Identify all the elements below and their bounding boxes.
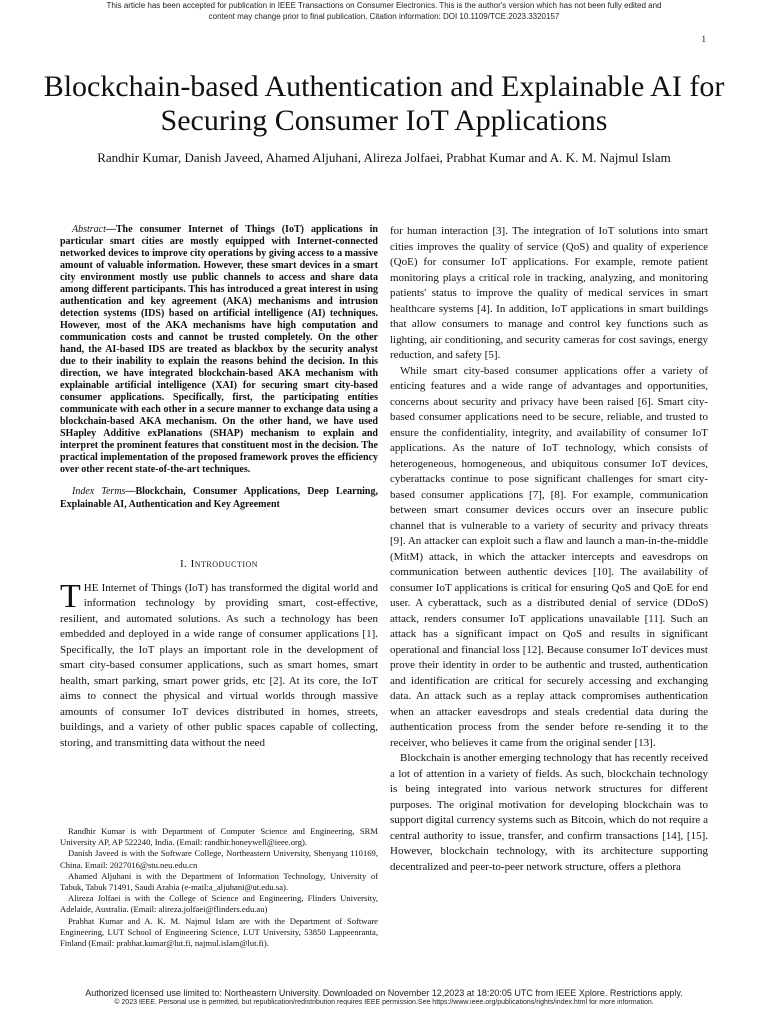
publication-banner — [0, 0, 768, 22]
body-paragraph: for human interaction [3]. The integration of IoT solutions into smart cities improves the quality of service (QoS) and quality of experience (QoE) for consumer IoT applications. For example, remote patient monitoring plays a critical role in tracking, analyzing, and monitoring patients' status to improve the quality of medical services in smart healthcare systems [4]. In addition, IoT applications in smart buildings that allow consumers to manage and control key functions such as lighting, air conditioning, and security cameras for cost savings, energy reduction, and safety [5]. — [390, 225, 708, 361]
footnote: Prabhat Kumar and A. K. M. Najmul Islam are with the Department of Software Engineering, LUT School of Engineering Science, LUT University, 53850 Lappeenranta, Finland (Email: prabhat.kumar@lut.fi, najmul.islam@lut.fi). — [60, 915, 378, 949]
abstract-text: —The consumer Internet of Things (IoT) applications in particular smart cities are mostly equipped with Internet-connected networked devices to improve city operations by giving access to a massive amount of valuable information. However, these smart devices in a smart city environment mostly use public channels to access and share data among different participants. This has introduced a great interest in using authentication and key agreement (AKA) mechanisms and intrusion detection systems (IDS) based on artificial intelligence (AI) techniques. However, most of the AKA mechanisms have high computation and communication costs and cannot be trusted completely. On the other hand, the AI-based IDS are treated as blackbox by the security analyst due to their inability to explain the reasons behind the decision. In this direction, we have integrated blockchain-based AKA mechanism with explainable artificial intelligence (XAI) for securing smart city-based consumer applications. Specifically, first, the participating entities communicate with each other in a secure manner to exchange data using a blockchain-based AKA mechanism. On the other hand, we have used SHapley Additive exPlanations (SHAP) mechanism to explain and interpret the prominent features that constituent most in the decision. The practical implementation of the proposed framework proves the efficiency over other recent state-of-the-art techniques. — [60, 224, 378, 475]
author-list: Randhir Kumar, Danish Javeed, Ahamed Aljuhani, Alireza Jolfaei, Prabhat Kumar and A. K. M. Najmul Islam — [97, 150, 671, 165]
author-footnotes — [60, 826, 378, 949]
left-column — [60, 224, 378, 751]
abstract-label: Abstract — [72, 224, 106, 235]
index-terms — [60, 486, 378, 511]
drop-cap: T — [60, 577, 81, 615]
body-paragraph: Blockchain is another emerging technology that has recently received a lot of attention in a variety of fields. As such, blockchain technology is being integrated into various network structures for different purposes. The original motivation for developing blockchain was to support digital currency systems such as Bitcoin, which do not require a central authority to issue, transfer, and confirm transactions [14], [15]. However, blockchain technology, with its architecture supporting decentralized and peer-to-peer network structure, offers a plethora — [390, 752, 708, 873]
license-footer: Authorized licensed use limited to: Northeastern University. Downloaded on November 12,2023 at 18:20:05 UTC from IEEE Xplore. Restrictions apply. — [85, 988, 683, 998]
footnote: Alireza Jolfaei is with the College of Science and Engineering, Flinders University, Adelaide, Australia. (Email: alireza.jolfaei@flinders.edu.au) — [60, 893, 378, 915]
section-heading-introduction: I. Introduction — [179, 558, 259, 570]
footnote: Randhir Kumar is with Department of Computer Science and Engineering, SRM University AP, AP 522240, India. (Email: randhir.honeywell@ieee.org). — [60, 826, 378, 848]
introduction-paragraph — [60, 577, 378, 752]
paper-title: Blockchain-based Authentication and Explainable AI for Securing Consumer IoT Applications — [43, 70, 725, 137]
index-terms-text: —Blockchain, Consumer Applications, Deep Learning, Explainable AI, Authentication and Key Agreement — [60, 486, 378, 510]
banner-line-1: This article has been accepted for publication in IEEE Transactions on Consumer Electronics. This is the author's version which has not been fully edited and — [106, 1, 662, 10]
copyright-footer: © 2023 IEEE. Personal use is permitted, but republication/redistribution requires IEEE permission.See https://www.ieee.org/publications/rights/index.html for more information. — [114, 999, 654, 1006]
body-paragraph: While smart city-based consumer applications offer a variety of enticing features and a wide range of advantages and opportunities, concerns about security and privacy have been raised [6]. Smart city-based consumer applications need to be secure, reliable, and trusted to ensure the confidentiality, integrity, and availability of consumer IoT applications. As the nature of IoT technology, which consists of heterogeneous, homogeneous, and ubiquitous consumer IoT devices, cyberattacks continue to pose significant challenges for smart city-based consumer applications [7], [8]. For example, communication between smart consumer devices occurs over an insecure public channel that is vulnerable to a variety of security and privacy threats [9]. An attacker can exploit such a flaw and launch a man-in-the-middle (MitM) attack, in which the attacker intercepts and eavesdrops on communication between authentic devices [10]. The availability of consumer IoT applications is critical for ensuring QoS and QoE for end user. A cyberattack, such as a distributed denial of service (DDoS) attack, renders consumer IoT applications unavailable [11]. Such an attack has a significant impact on QoS and results in significant operational and financial loss [12]. Because consumer IoT devices must prove their identity in order to be authentic and trusted, authentication and identification are critical for securely accessing and exchanging data. An attack such as a replay attack compromises authentication when an attacker eavesdrops and steals credential data during the authentication process from the sender before re-sending it to the receiver, who believes it came from the original sender [13]. — [390, 364, 708, 749]
page-number: 1 — [701, 34, 706, 44]
introduction-text: HE Internet of Things (IoT) has transformed the digital world and information technology by providing smart, cost-effective, resilient, and automated solutions. As such a technology has been embedded and deployed in a wide range of consumer applications [1]. Specifically, the IoT plays an important role in the development of smart city-based consumer applications, such as smart homes, smart health, smart parking, smart power grids, etc [2]. At its core, the IoT aims to connect the physical and virtual worlds through massive amounts of consumer IoT devices distributed in homes, streets, buildings, and a variety of other public spaces capable of collecting, storing, and transmitting data without the need — [60, 581, 378, 749]
abstract — [60, 224, 378, 476]
banner-line-2: content may change prior to final publication. Citation information: DOI 10.1109/TCE.2023.3320157 — [208, 12, 560, 21]
footnote: Danish Javeed is with the Software College, Northeastern University, Shenyang 110169, China. Email: 2027016@stu.neu.edu.cn — [60, 848, 378, 870]
right-column — [390, 224, 708, 875]
index-terms-label: Index Terms — [72, 486, 126, 497]
footnote: Ahamed Aljuhani is with the Department of Information Technology, University of Tabuk, Tabuk 71491, Saudi Arabia (e-mail:a_aljuhani@ut.edu.sa). — [60, 870, 378, 893]
